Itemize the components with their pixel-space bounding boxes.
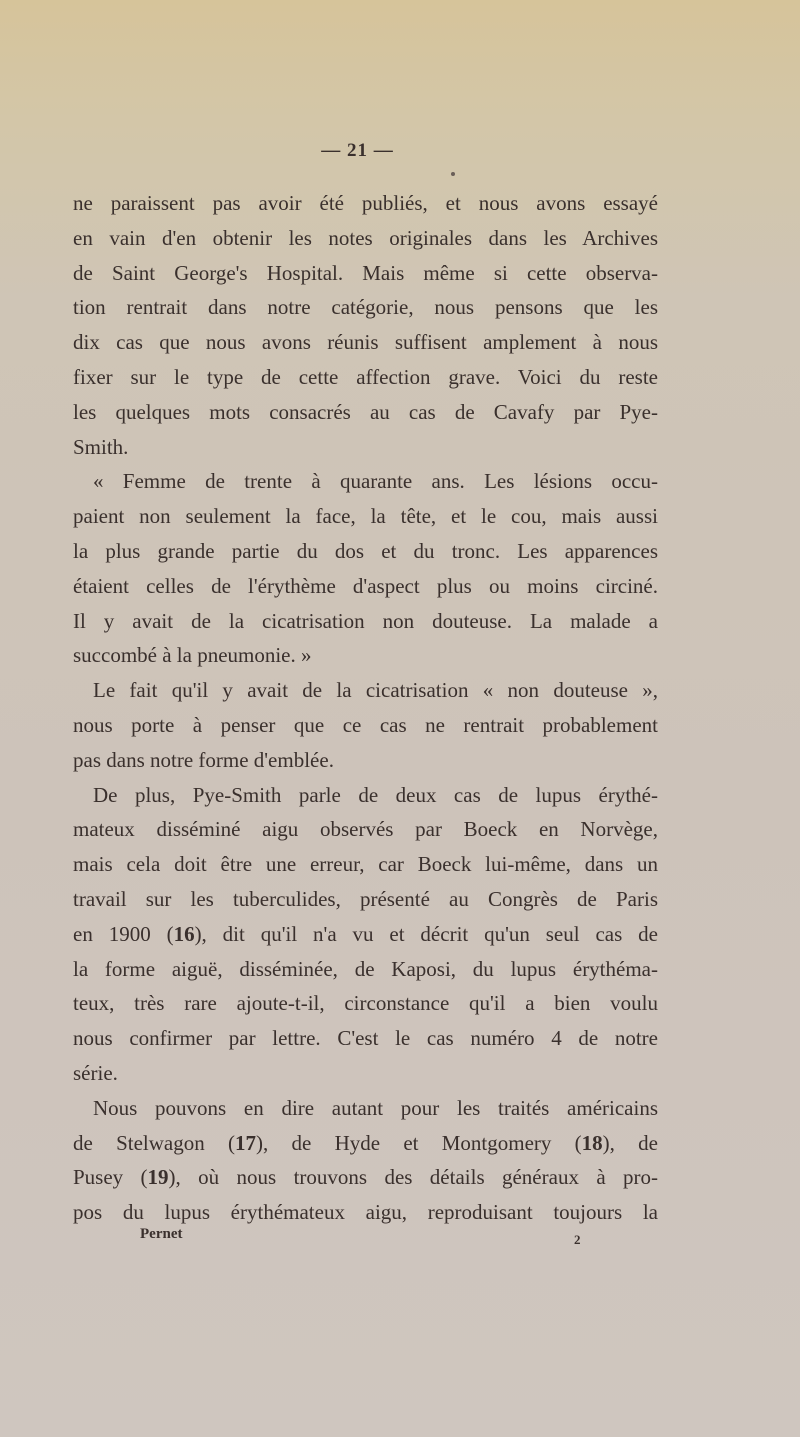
text-segment: la forme aiguë, disséminée, de Kaposi, du lupus érythéma- (73, 956, 658, 981)
signature-mark-number: 2 (574, 1232, 581, 1247)
text-segment: ), dit qu'il n'a vu et décrit qu'un seul cas de (194, 921, 658, 946)
text-line (73, 1091, 658, 1126)
reference-number: 19 (147, 1165, 169, 1190)
text-line (73, 395, 658, 430)
text-segment: de Saint George's Hospital. Mais même si cette observa- (73, 260, 658, 285)
text-line (73, 534, 658, 569)
text-line (73, 430, 658, 465)
ink-dot (451, 172, 455, 176)
signature-mark-author: Pernet (140, 1226, 183, 1242)
text-segment: ne paraissent pas avoir été publiés, et nous avons essayé (73, 191, 658, 215)
text-segment: Nous pouvons en dire autant pour les traités américains (93, 1095, 658, 1120)
text-segment: de Stelwagon ( (73, 1130, 235, 1155)
text-segment: Smith. (73, 434, 129, 459)
text-segment: série. (73, 1060, 118, 1085)
body-text (73, 186, 658, 1230)
text-segment: nous confirmer par lettre. C'est le cas numéro 4 de notre (73, 1026, 658, 1051)
text-segment: Il y avait de la cicatrisation non douteuse. La malade a (73, 608, 658, 633)
text-line (73, 673, 658, 708)
reference-number: 16 (173, 921, 195, 946)
text-segment: ), où nous trouvons des détails généraux à pro- (168, 1165, 658, 1190)
text-segment: « Femme de trente à quarante ans. Les lésions occu- (93, 469, 658, 494)
text-line (73, 325, 658, 360)
text-segment: en vain d'en obtenir les notes originales dans les Archives (73, 225, 658, 250)
text-line (73, 604, 658, 639)
reference-number: 18 (581, 1130, 603, 1155)
text-line (73, 499, 658, 534)
text-segment: travail sur les tuberculides, présenté au Congrès de Paris (73, 886, 658, 911)
text-line (73, 221, 658, 256)
text-segment: ), de (602, 1130, 658, 1155)
text-line (73, 708, 658, 743)
text-segment: les quelques mots consacrés au cas de Cavafy par Pye- (73, 399, 658, 424)
text-line (73, 360, 658, 395)
reference-number: 17 (235, 1130, 256, 1155)
text-line (73, 1056, 658, 1091)
text-segment: la plus grande partie du dos et du tronc. Les apparences (73, 538, 658, 563)
text-segment: Pusey ( (73, 1165, 148, 1190)
text-segment: teux, très rare ajoute-t-il, circonstance qu'il a bien voulu (73, 991, 658, 1016)
text-line (73, 1126, 658, 1161)
text-line (73, 778, 658, 813)
text-line (73, 882, 658, 917)
page-number-header: — 21 — (321, 140, 394, 161)
text-line (73, 290, 658, 325)
text-line (73, 638, 658, 673)
text-line (73, 917, 658, 952)
text-line (73, 743, 658, 778)
text-line (73, 986, 658, 1021)
text-line (73, 186, 658, 221)
text-segment: tion rentrait dans notre catégorie, nous pensons que les (73, 295, 658, 320)
text-line (73, 256, 658, 291)
text-line (73, 812, 658, 847)
text-segment: paient non seulement la face, la tête, et le cou, mais aussi (73, 504, 658, 529)
text-line (73, 952, 658, 987)
text-segment: pas dans notre forme d'emblée. (73, 747, 334, 772)
text-segment: ), de Hyde et Montgomery ( (256, 1130, 582, 1155)
text-line (73, 569, 658, 604)
text-segment: fixer sur le type de cette affection grave. Voici du reste (73, 364, 658, 389)
text-segment: étaient celles de l'érythème d'aspect plus ou moins circiné. (73, 573, 658, 598)
text-line (73, 1195, 658, 1230)
text-segment: dix cas que nous avons réunis suffisent amplement à nous (73, 330, 658, 355)
text-segment: pos du lupus érythémateux aigu, reproduisant toujours la (73, 1200, 658, 1225)
text-line (73, 464, 658, 499)
text-segment: succombé à la pneumonie. » (73, 643, 312, 668)
text-segment: De plus, Pye-Smith parle de deux cas de lupus érythé- (93, 782, 658, 807)
text-line (73, 1160, 658, 1195)
text-segment: en 1900 ( (73, 921, 174, 946)
text-segment: Le fait qu'il y avait de la cicatrisation « non douteuse », (93, 678, 658, 703)
text-segment: mateux disséminé aigu observés par Boeck en Norvège, (73, 817, 658, 842)
text-segment: nous porte à penser que ce cas ne rentrait probablement (73, 712, 658, 737)
text-segment: mais cela doit être une erreur, car Boeck lui-même, dans un (73, 852, 658, 877)
text-line (73, 847, 658, 882)
text-line (73, 1021, 658, 1056)
